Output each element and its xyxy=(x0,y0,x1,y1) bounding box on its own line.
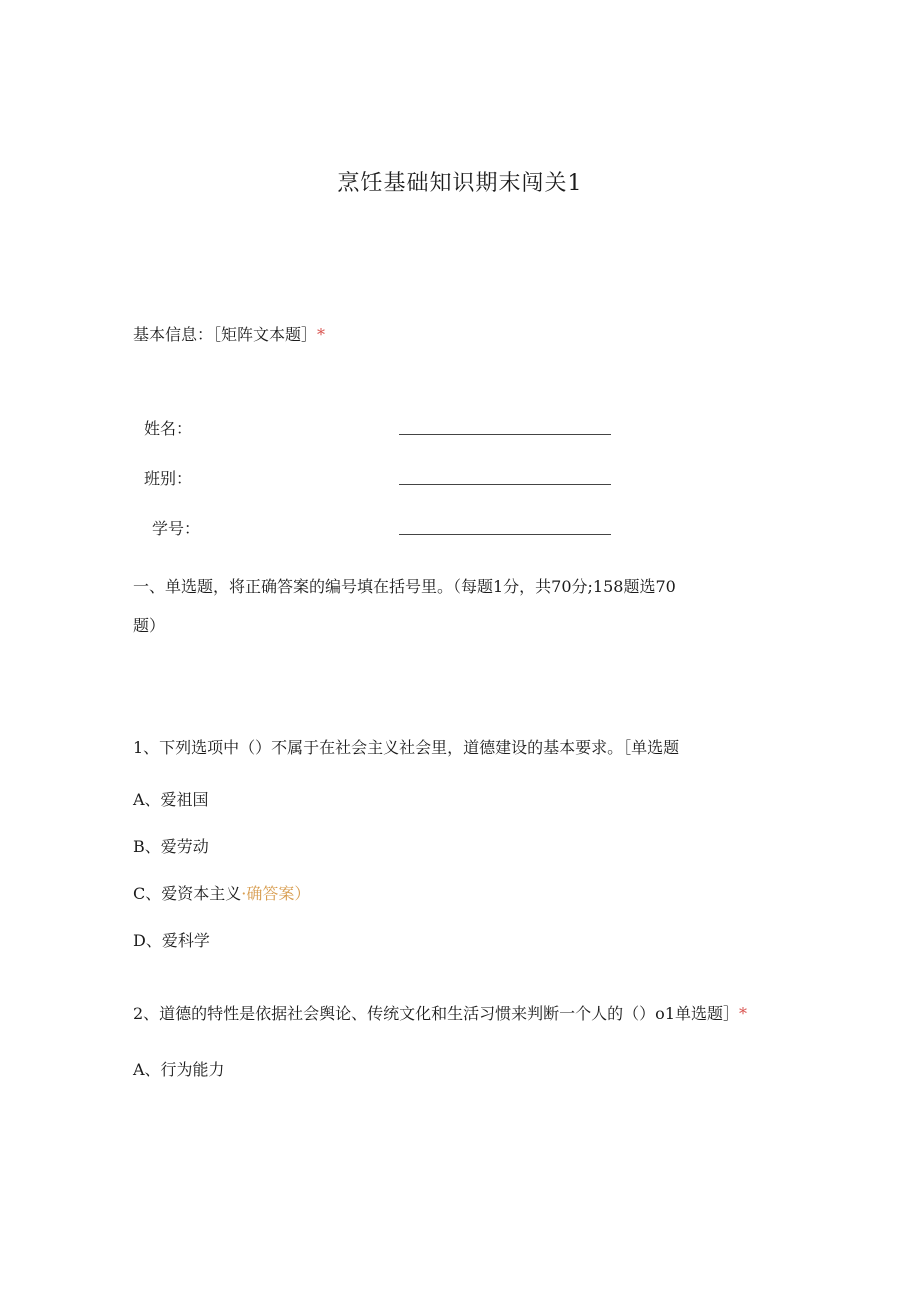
section-instructions-cont: 题） xyxy=(133,616,166,635)
question-1-option-c[interactable] xyxy=(133,883,310,905)
correct-answer-note: ·确答案） xyxy=(241,884,311,903)
name-label: 姓名： xyxy=(144,419,193,438)
question-2-option-a[interactable]: A、行为能力 xyxy=(133,1060,225,1079)
question-1-option-b[interactable]: B、爱劳动 xyxy=(133,837,209,856)
section-instructions: 一、单选题，将正确答案的编号填在括号里。（每题1分，共70分;158题选70 xyxy=(133,577,676,596)
student-id-label: 学号： xyxy=(152,519,201,538)
required-star: * xyxy=(739,1004,747,1023)
question-1-option-d[interactable]: D、爱科学 xyxy=(133,931,210,950)
basic-info-heading xyxy=(133,324,325,346)
class-label: 班别： xyxy=(144,469,193,488)
question-2-text: 2、道德的特性是依据社会舆论、传统文化和生活习惯来判断一个人的（）o1单选题］ xyxy=(133,1004,739,1023)
question-2-heading xyxy=(133,1003,747,1025)
student-id-field[interactable] xyxy=(399,534,611,535)
name-field[interactable] xyxy=(399,434,611,435)
required-star: * xyxy=(317,325,326,344)
question-1-option-a[interactable]: A、爱祖国 xyxy=(133,790,209,809)
question-1-text: 1、下列选项中（）不属于在社会主义社会里，道德建设的基本要求。［单选题 xyxy=(133,738,680,757)
page-title: 烹饪基础知识期末闯关1 xyxy=(337,171,583,196)
basic-info-label: 基本信息：［矩阵文本题］ xyxy=(133,325,318,344)
class-field[interactable] xyxy=(399,484,611,485)
option-c-label: C、爱资本主义 xyxy=(133,884,242,903)
